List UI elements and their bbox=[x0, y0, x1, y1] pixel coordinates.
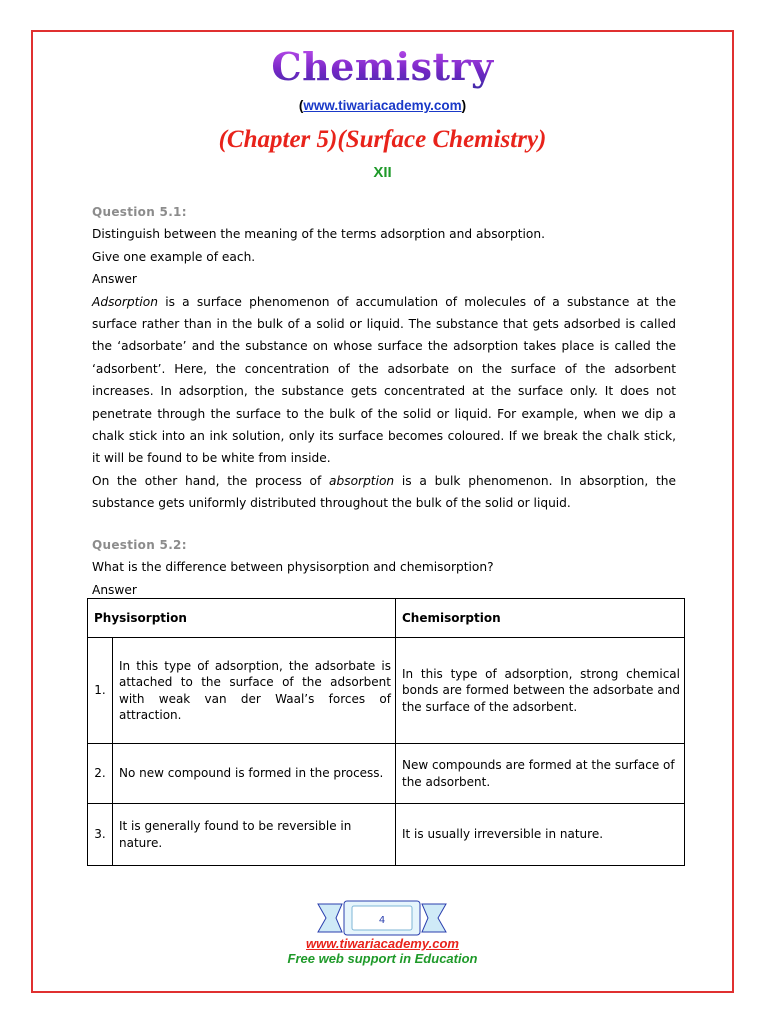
table-row bbox=[88, 638, 685, 744]
footer-tagline: Free web support in Education bbox=[287, 951, 478, 966]
footer-website-link[interactable]: www.tiwariacademy.com bbox=[306, 936, 459, 951]
row-number: 2. bbox=[88, 744, 113, 804]
chapter-heading: (Chapter 5)(Surface Chemistry) bbox=[218, 126, 547, 153]
answer-5-1-p1-body: is a surface phenomenon of accumulation of molecules of a substance at the surface rather than in the bulk of a solid or liquid. The substance that gets adsorbed is called the ‘adsorbate’ and the substance on whose surface the adsorption takes place is called the ‘adsorbent’. Here, the concentration of the adsorbate on the surface of the adsorbent increases. In adsorption, the substance gets concentrated at the surface only. It does not penetrate through the surface to the bulk of the solid or liquid. For example, when we dip a chalk stick into an ink solution, only its surface becomes coloured. If we break the chalk stick, it will be found to be white from inside. bbox=[92, 294, 676, 466]
answer-5-1-paragraph-1 bbox=[92, 291, 676, 470]
header-chemisorption: Chemisorption bbox=[396, 599, 685, 638]
chemisorption-cell: It is usually irreversible in nature. bbox=[396, 804, 685, 866]
question-5-2-text: What is the difference between physisorption and chemisorption? bbox=[92, 560, 494, 575]
website-line bbox=[31, 98, 734, 113]
page-number: 4 bbox=[378, 915, 386, 926]
page-title: Chemistry bbox=[31, 44, 734, 89]
answer-5-2-label: Answer bbox=[92, 582, 137, 597]
chemisorption-cell: New compounds are formed at the surface of the adsorbent. bbox=[396, 744, 685, 804]
question-5-1-label: Question 5.1: bbox=[92, 205, 187, 219]
question-5-1-block bbox=[92, 201, 676, 515]
row-number: 1. bbox=[88, 638, 113, 744]
physisorption-cell: It is generally found to be reversible in nature. bbox=[113, 804, 396, 866]
physisorption-cell: In this type of adsorption, the adsorbate is attached to the surface of the adsorbent with weak van der Waal’s forces of attraction. bbox=[113, 638, 396, 744]
website-link[interactable]: www.tiwariacademy.com bbox=[303, 98, 462, 113]
answer-5-1-paragraph-2 bbox=[92, 470, 676, 515]
grade-label: XII bbox=[373, 164, 392, 181]
chemisorption-cell: In this type of adsorption, strong chemical bonds are formed between the adsorbate and the surface of the adsorbent. bbox=[396, 638, 685, 744]
table-row bbox=[88, 804, 685, 866]
answer-5-1-p2-body: is a bulk phenomenon. In absorption, the substance gets uniformly distributed throughout the bulk of the solid or liquid. bbox=[92, 473, 676, 511]
header-physisorption: Physisorption bbox=[88, 599, 396, 638]
table-row bbox=[88, 744, 685, 804]
table-header-row bbox=[88, 599, 685, 638]
row-number: 3. bbox=[88, 804, 113, 866]
question-5-2-block bbox=[92, 534, 676, 601]
answer-5-1-label: Answer bbox=[92, 272, 137, 287]
answer-5-1-p2-start: On the other hand, the process of bbox=[92, 473, 330, 488]
website-paren-open: ( bbox=[298, 98, 304, 113]
term-absorption: absorption bbox=[329, 473, 395, 488]
comparison-table bbox=[87, 598, 685, 866]
question-5-2-label: Question 5.2: bbox=[92, 538, 187, 552]
term-adsorption: Adsorption bbox=[92, 294, 158, 309]
question-5-1-text-line1: Distinguish between the meaning of the terms adsorption and absorption. bbox=[92, 227, 545, 242]
question-5-1-text-line2: Give one example of each. bbox=[92, 249, 256, 264]
website-paren-close: ) bbox=[461, 98, 467, 113]
physisorption-cell: No new compound is formed in the process. bbox=[113, 744, 396, 804]
